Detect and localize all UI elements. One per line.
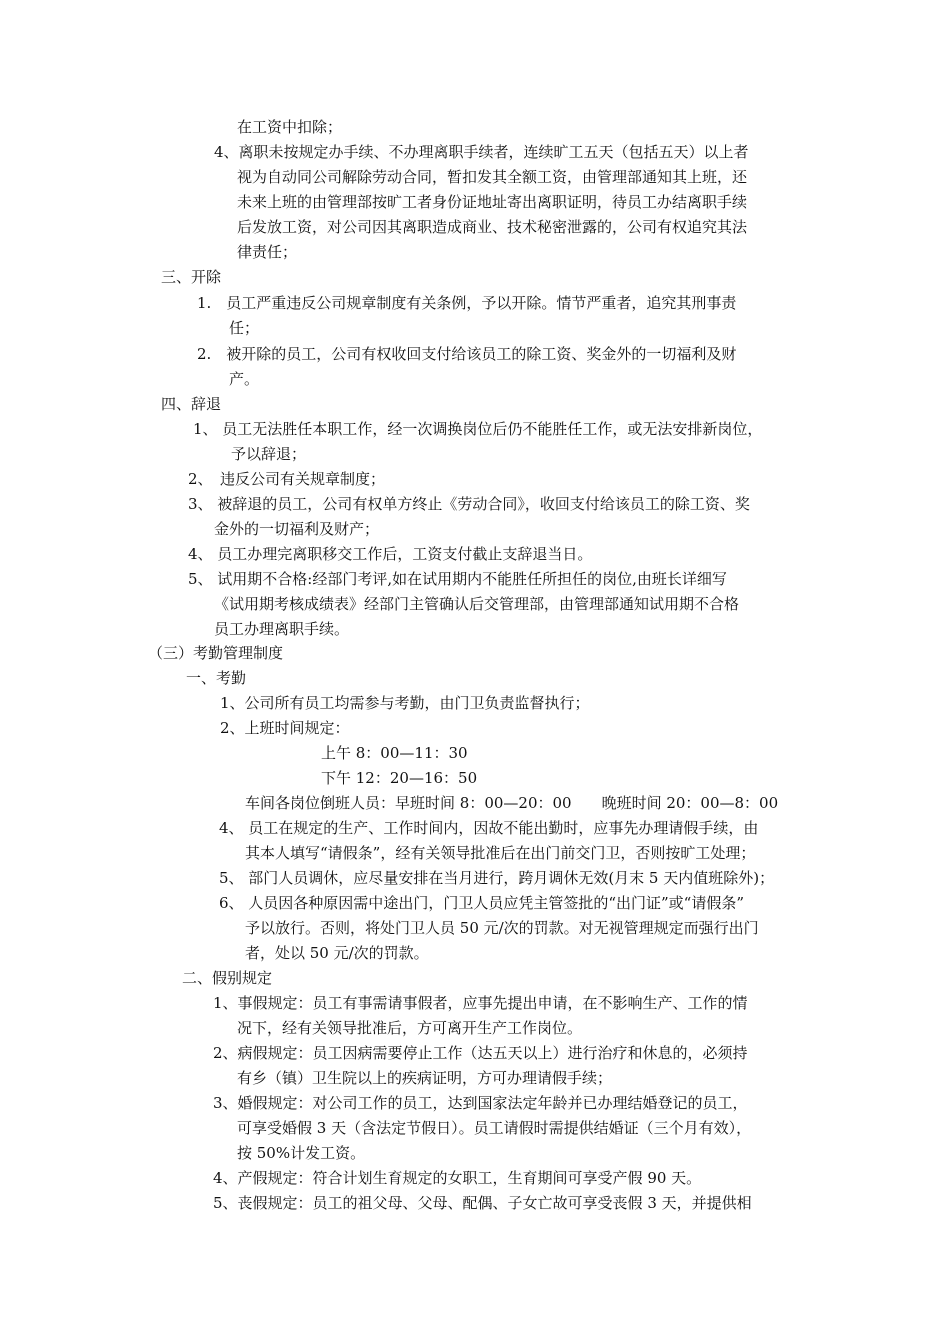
text-line: 可享受婚假 3 天（含法定节假日）。员工请假时需提供结婚证（三个月有效），: [237, 1119, 752, 1137]
text-line: 2、上班时间规定：: [220, 719, 350, 737]
text-line: 5、 试用期不合格:经部门考评,如在试用期内不能胜任所担任的岗位,由班长详细写: [188, 570, 727, 588]
text-line: 按 50%计发工资。: [237, 1144, 366, 1162]
section-heading: 一、考勤: [186, 669, 247, 687]
section-heading: 二、假别规定: [182, 969, 273, 987]
text-line: 3、 被辞退的员工，公司有权单方终止《劳动合同》，收回支付给该员工的除工资、奖: [188, 495, 750, 513]
text-line: 《试用期考核成绩表》经部门主管确认后交管理部，由管理部通知试用期不合格: [214, 595, 740, 613]
text-line: 6、 人员因各种原因需中途出门，门卫人员应凭主管签批的“出门证”或“请假条”: [219, 894, 744, 912]
schedule-line: 上午 8：00—11：30: [321, 744, 468, 762]
text-line: 予以辞退；: [231, 445, 307, 463]
text-line: 5、丧假规定：员工的祖父母、父母、配偶、子女亡故可享受丧假 3 天，并提供相: [213, 1194, 752, 1212]
text-line: 1、事假规定：员工有事需请事假者，应事先提出申请，在不影响生产、工作的情: [213, 994, 748, 1012]
text-line: 1. 员工严重违反公司规章制度有关条例，予以开除。情节严重者，追究其刑事责: [197, 294, 737, 312]
text-line: 况下，经有关领导批准后，方可离开生产工作岗位。: [237, 1019, 583, 1037]
text-line: 5、 部门人员调休，应尽量安排在当月进行，跨月调休无效(月末 5 天内值班除外)；: [219, 869, 775, 887]
text-line: 有乡（镇）卫生院以上的疾病证明，方可办理请假手续；: [237, 1069, 613, 1087]
text-line: 金外的一切福利及财产；: [214, 520, 380, 538]
text-line: 产。: [229, 370, 260, 388]
text-line: 1、公司所有员工均需参与考勤，由门卫负责监督执行；: [220, 694, 590, 712]
section-heading: 三、开除: [161, 268, 222, 286]
text-line: 2. 被开除的员工，公司有权收回支付给该员工的除工资、奖金外的一切福利及财: [197, 345, 737, 363]
section-heading: 四、辞退: [161, 395, 222, 413]
text-line: 4、 员工办理完离职移交工作后，工资支付截止支辞退当日。: [188, 545, 593, 563]
text-line: 4、 员工在规定的生产、工作时间内，因故不能出勤时，应事先办理请假手续，由: [219, 819, 759, 837]
text-line: 3、婚假规定：对公司工作的员工，达到国家法定年龄并已办理结婚登记的员工，: [213, 1094, 748, 1112]
text-line: 在工资中扣除；: [237, 118, 343, 136]
text-line: 后发放工资，对公司因其离职造成商业、技术秘密泄露的，公司有权追究其法: [237, 218, 748, 236]
text-line: 任；: [229, 319, 260, 337]
text-line: 1、 员工无法胜任本职工作，经一次调换岗位后仍不能胜任工作，或无法安排新岗位，: [193, 420, 763, 438]
schedule-line: 车间各岗位倒班人员：早班时间 8：00—20：00 晚班时间 20：00—8：00: [245, 794, 779, 812]
text-line: 2、 违反公司有关规章制度；: [188, 470, 386, 488]
text-line: 4、离职未按规定办手续、不办理离职手续者，连续旷工五天（包括五天）以上者: [214, 143, 749, 161]
text-line: 予以放行。否则，将处门卫人员 50 元/次的罚款。对无视管理规定而强行出门: [245, 919, 759, 937]
text-line: 视为自动同公司解除劳动合同，暂扣发其全额工资，由管理部通知其上班，还: [237, 168, 748, 186]
text-line: 4、产假规定：符合计划生育规定的女职工，生育期间可享受产假 90 天。: [213, 1169, 702, 1187]
text-line: 律责任；: [237, 243, 298, 261]
text-line: 员工办理离职手续。: [214, 620, 350, 638]
text-line: 其本人填写“请假条”，经有关领导批准后在出门前交门卫，否则按旷工处理；: [245, 844, 756, 862]
text-line: 2、病假规定：员工因病需要停止工作（达五天以上）进行治疗和休息的，必须持: [213, 1044, 748, 1062]
text-line: 者，处以 50 元/次的罚款。: [245, 944, 429, 962]
chapter-heading: （三）考勤管理制度: [148, 644, 284, 662]
text-line: 未来上班的由管理部按旷工者身份证地址寄出离职证明，待员工办结离职手续: [237, 193, 748, 211]
schedule-line: 下午 12：20—16：50: [321, 769, 478, 787]
